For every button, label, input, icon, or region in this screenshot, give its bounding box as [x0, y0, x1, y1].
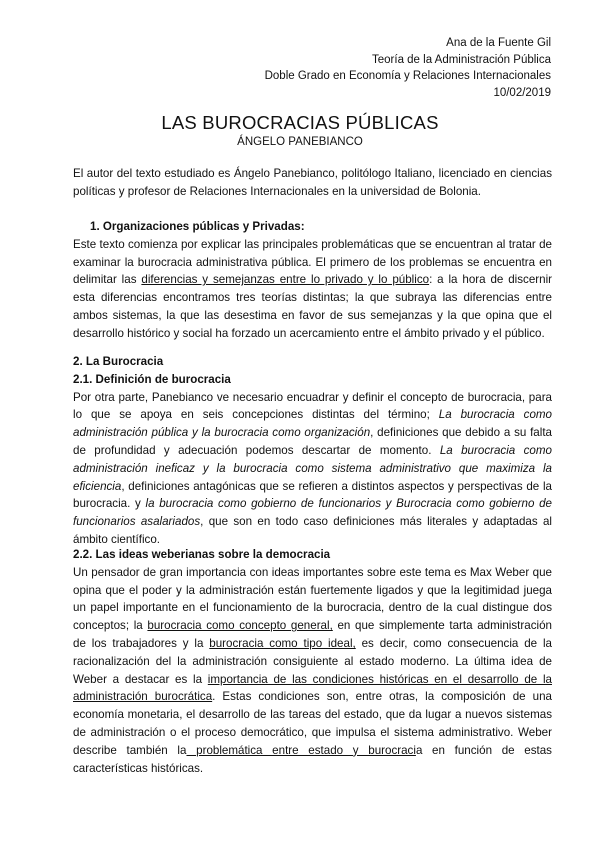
text-run: en que simplemente tarta administración de los trabajadores y la	[73, 619, 552, 650]
document-subtitle: ÁNGELO PANEBIANCO	[237, 136, 363, 148]
subsection-2-2-heading: 2.2. Las ideas weberianas sobre la democracia	[73, 548, 331, 561]
section-1	[73, 218, 552, 343]
text-run: a en función de estas características históricas.	[73, 743, 552, 775]
section-1-paragraph	[73, 236, 552, 343]
subsection-2-1-paragraph	[73, 389, 552, 549]
author-name: Ana de la Fuente Gil	[446, 37, 551, 49]
underlined-phrase: diferencias y semejanzas entre lo privado y lo público	[141, 273, 430, 287]
underlined-phrase: burocracia como concepto general,	[147, 619, 333, 633]
course-name: Teoría de la Administración Pública	[372, 53, 551, 66]
italic-phrase: la burocracia como gobierno de funcionarios y Burocracia como gobierno de funcionarios asalariados	[73, 497, 552, 529]
section-2-heading: 2. La Burocracia	[73, 355, 164, 368]
text-run: . Estas condiciones son, entre otras, la composición de una economía monetaria, el desarrollo de las tareas del estado, que da lugar a nuevos sistemas de administración o el proceso democrático, que impulsa el sistema administrativo. Weber describe también la	[73, 690, 552, 757]
document-title: LAS BUROCRACIAS PÚBLICAS	[161, 112, 439, 133]
document-header	[265, 35, 551, 101]
text-run: Este texto comienza por explicar las principales problemáticas que se encuentran al tratar de examinar la burocracia administrativa pública. El primero de los problemas se encuentra en delimitar las	[73, 237, 552, 287]
subsection-2-1-heading: 2.1. Definición de burocracia	[73, 372, 231, 386]
text-run: es decir, como consecuencia de la racionalización del la administración consiguiente al estado moderno. La última idea de Weber a destacar es la	[73, 636, 553, 686]
underlined-phrase: burocracia como tipo ideal,	[209, 636, 356, 650]
section-2	[73, 353, 552, 549]
degree-name: Doble Grado en Economía y Relaciones Internacionales	[264, 70, 551, 82]
text-run: , que son en todo caso definiciones más literales y adaptadas al ámbito científico.	[73, 515, 552, 546]
italic-phrase: La burocracia como administración pública y la burocracia como organización	[73, 408, 552, 440]
text-run: , definiciones que debido a su falta de profundidad y adecuación podemos descartar de momento.	[73, 426, 552, 457]
underlined-phrase: problemática entre estado y burocraci	[186, 743, 416, 757]
text-run: : a la hora de discernir esta diferencias encontramos tres teorías distintas; la que subraya las diferencias entre ambos sistemas, la que las desestima en favor de sus semejanzas y la que opina que el desarrollo histórico y social ha forzado un acercamiento entre el ámbito privado y el público.	[73, 273, 553, 340]
subsection-2-2	[73, 546, 552, 777]
italic-phrase: La burocracia como administración ineficaz y la burocracia como sistema administrativo que maximiza la eficiencia	[73, 443, 552, 493]
document-date: 10/02/2019	[493, 86, 551, 99]
subsection-2-2-paragraph	[73, 564, 552, 778]
section-1-heading: 1. Organizaciones públicas y Privadas:	[90, 220, 305, 233]
underlined-phrase: importancia de las condiciones históricas en el desarrollo de la administración burocrática	[73, 672, 552, 704]
text-run: Por otra parte, Panebianco ve necesario encuadrar y definir el concepto de burocracia, para lo que se apoya en seis concepciones distintas del término;	[73, 390, 552, 422]
text-run: Un pensador de gran importancia con ideas importantes sobre este tema es Max Weber que opina que el poder y la administración están fuertemente ligados y que la legitimidad juega un papel importante en el funcionamiento de la burocracia, dentro de la cual distingue dos conceptos; la	[73, 565, 552, 633]
intro-paragraph: El autor del texto estudiado es Ángelo Panebianco, politólogo Italiano, licenciado en ciencias políticas y profesor de Relaciones Internacionales en la universidad de Bolonia.	[73, 167, 552, 198]
text-run: , definiciones antagónicas que se refieren a distintos aspectos y perspectivas de la burocracia. y	[73, 479, 552, 511]
